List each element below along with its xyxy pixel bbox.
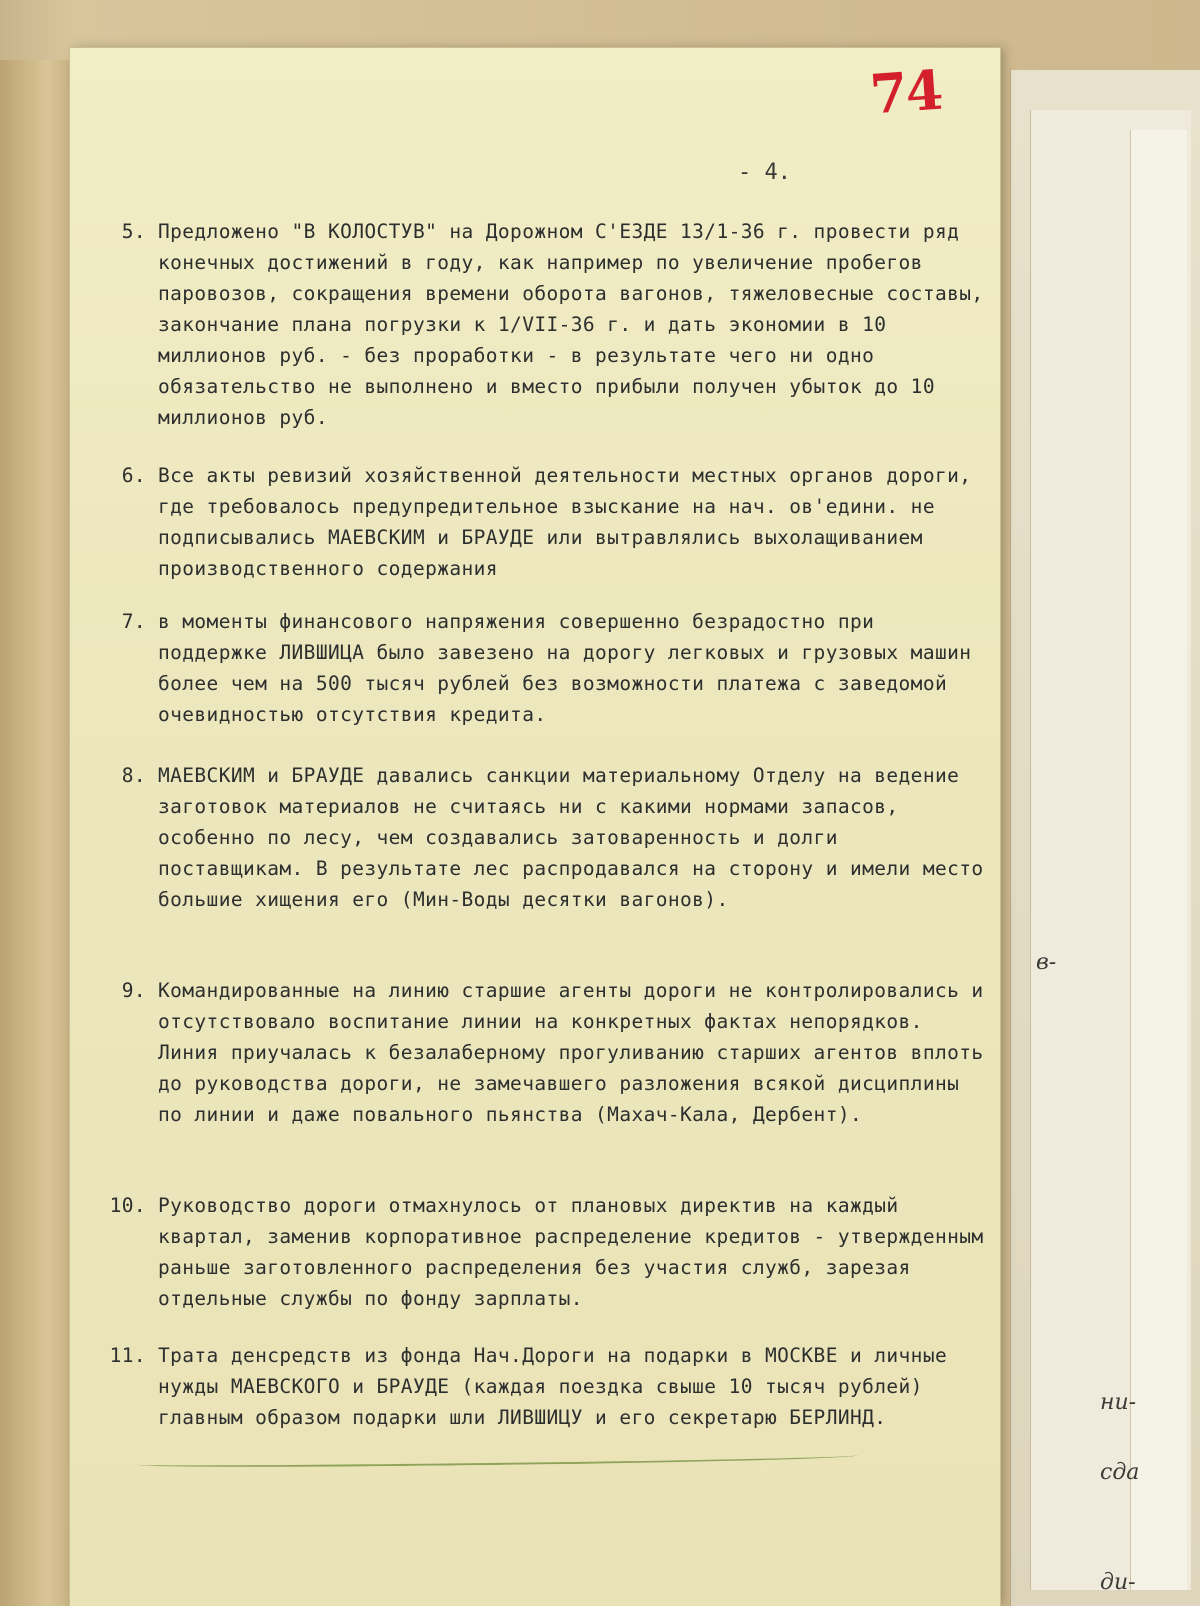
item-number: 10.: [109, 1194, 146, 1217]
page-number: - 4.: [738, 160, 791, 185]
folder-binding: [0, 60, 80, 1606]
item-text: Руководство дороги отмахнулось от плановых директив на каждый квартал, заменив корпоративное распределение кредитов - утвержденным раньше заготовленного распределения без участия служб, зарезая отдельные службы по фонду зарплаты.: [158, 1194, 984, 1310]
list-item: [110, 460, 990, 584]
item-number: 6.: [121, 464, 146, 487]
item-number: 5.: [121, 220, 146, 243]
underlying-sheet-third: [1130, 130, 1187, 1590]
list-item: [110, 216, 990, 433]
item-number: 8.: [121, 764, 146, 787]
margin-note-1: в-: [1036, 950, 1057, 975]
item-number: 9.: [121, 979, 146, 1002]
list-item: [110, 606, 990, 730]
item-text: Все акты ревизий хозяйственной деятельности местных органов дороги, где требовалось предупредительное взыскание на нач. ов'едини. не подписывались МАЕВСКИМ и БРАУДЕ или вытравлялись выхолащиванием производственного содержания: [158, 464, 972, 580]
list-item: [110, 1340, 990, 1433]
item-number: 11.: [109, 1344, 146, 1367]
item-text: Трата денсредств из фонда Нач.Дороги на подарки в МОСКВЕ и личные нужды МАЕВСКОГО и БРАУДЕ (каждая поездка свыше 10 тысяч рублей) главным образом подарки шли ЛИВШИЦУ и его секретарю БЕРЛИНД.: [158, 1344, 948, 1429]
margin-note-2: ни-: [1100, 1390, 1137, 1415]
item-text: Командированные на линию старшие агенты дороги не контролировались и отсутствовало воспитание линии на конкретных фактах непорядков. Линия приучалась к безалаберному прогуливанию старших агентов вплоть до руководства дороги, не замечавшего разложения всякой дисциплины по линии и даже повального пьянства (Махач-Кала, Дербент).: [158, 979, 984, 1126]
item-number: 7.: [121, 610, 146, 633]
margin-note-3: сда: [1100, 1460, 1140, 1485]
margin-note-4: ди-: [1100, 1570, 1136, 1595]
list-item: [110, 760, 990, 915]
item-text: Предложено "В КОЛОСТУВ" на Дорожном С'ЕЗДЕ 13/1-36 г. провести ряд конечных достижений в году, как например по увеличение пробегов паровозов, сокращения времени оборота вагонов, тяжеловесные составы, закончание плана погрузки к 1/VII-36 г. и дать экономии в 10 миллионов руб. - без проработки - в результате чего ни одно обязательство не выполнено и вместо прибыли получен убыток до 10 миллионов руб.: [158, 220, 984, 429]
list-item: [110, 1190, 990, 1314]
folio-number: 74: [867, 57, 944, 127]
item-text: в моменты финансового напряжения совершенно безрадостно при поддержке ЛИВШИЦА было завезено на дорогу легковых и грузовых машин более чем на 500 тысяч рублей без возможности платежа с заведомой очевидностью отсутствия кредита.: [158, 610, 972, 726]
list-item: [110, 975, 990, 1130]
item-text: МАЕВСКИМ и БРАУДЕ давались санкции материальному Отделу на ведение заготовок материалов не считаясь ни с какими нормами запасов, особенно по лесу, чем создавались затоваренность и долги поставщикам. В результате лес распродавался на сторону и имели место большие хищения его (Мин-Воды десятки вагонов).: [158, 764, 984, 911]
